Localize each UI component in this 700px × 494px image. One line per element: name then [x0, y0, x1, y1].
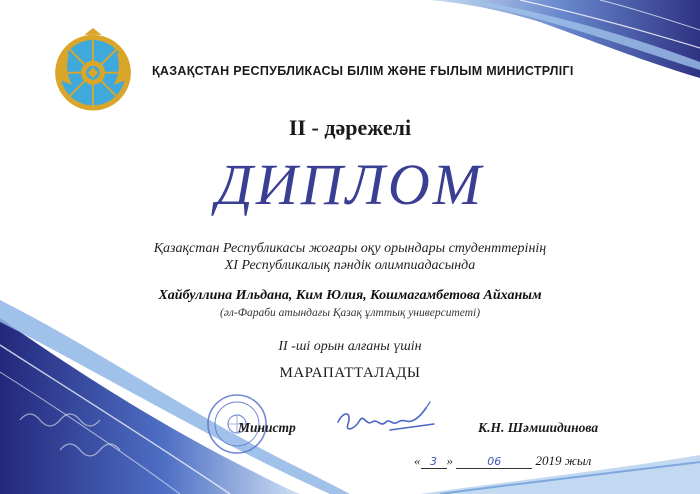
minister-label: Министр	[238, 420, 296, 435]
minister-name: К.Н. Шәмшидинова	[478, 420, 599, 435]
date-day: 3	[421, 456, 447, 469]
event-line-1: Қазақстан Республикасы жоғары оқу орындары студенттерінің	[153, 241, 547, 256]
place-text: II -ші орын алғаны үшін	[278, 339, 422, 354]
date-year: 2019 жыл	[535, 453, 592, 468]
diploma-title: ДИПЛОМ	[215, 152, 485, 217]
event-line-2: XI Республикалық пәндік олимпиадасында	[224, 258, 476, 273]
university-name: (әл-Фараби атындағы Қазақ ұлттық университеті)	[219, 307, 481, 319]
date-open-quote: «	[414, 453, 421, 468]
state-emblem-icon	[50, 28, 136, 114]
diploma-degree: II - дәрежелі	[288, 115, 412, 140]
ministry-heading: ҚАЗАҚСТАН РЕСПУБЛИКАСЫ БІЛІМ ЖӘНЕ ҒЫЛЫМ МИНИСТРЛІГІ	[152, 64, 574, 78]
recipient-names: Хайбуллина Ильдана, Ким Юлия, Кошмагамбетова Айханым	[158, 288, 542, 303]
date-close-quote: »	[446, 453, 453, 468]
awarded-text: МАРАПАТТАЛАДЫ	[279, 365, 421, 381]
date-month: 06	[456, 456, 532, 469]
issue-date	[414, 453, 591, 469]
minister-signature	[330, 400, 440, 445]
